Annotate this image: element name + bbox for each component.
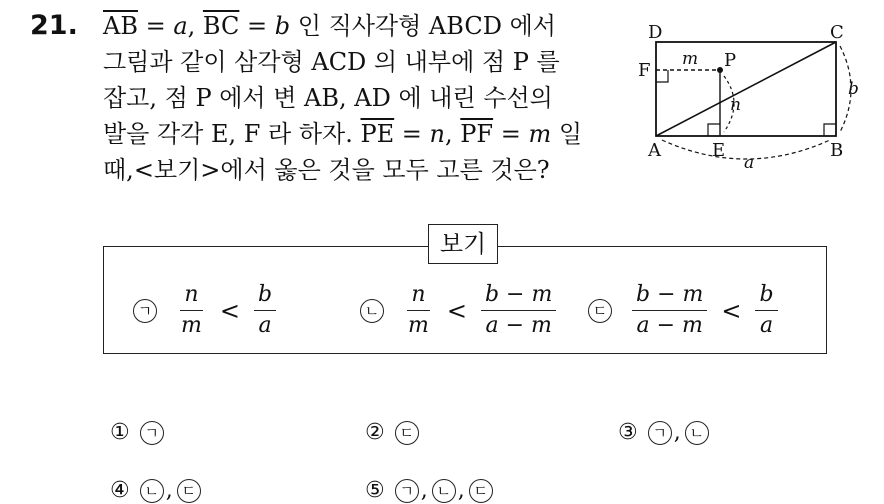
marker-digeut: ㄷ — [177, 479, 201, 503]
segment-pe: $\overline{PE}$ — [360, 120, 395, 148]
numerator: n — [407, 282, 429, 311]
equals: = — [493, 120, 529, 148]
label-a: A — [648, 140, 661, 161]
var-b: b — [274, 12, 291, 40]
marker-nieun: ㄴ — [360, 299, 384, 323]
comma: , — [445, 120, 461, 148]
stem-text: 일 — [551, 120, 583, 148]
denominator: a − m — [485, 313, 552, 338]
marker-digeut: ㄷ — [469, 479, 493, 503]
segment-bc: $\overline{BC}$ — [202, 12, 240, 40]
marker-giyeok: ㄱ — [648, 421, 672, 445]
label-c: C — [830, 22, 844, 43]
bogi-title: 보기 — [428, 224, 498, 264]
equals: = — [239, 12, 275, 40]
stem-line-5: 때,<보기>에서 옳은 것을 모두 고른 것은? — [103, 156, 550, 184]
question-number: 21. — [30, 10, 78, 41]
numerator: b — [254, 282, 276, 311]
point-p — [717, 67, 723, 73]
choice-2[interactable] — [365, 420, 419, 445]
stem-text: 인 직사각형 ABCD 에서 — [290, 12, 556, 40]
fraction-rhs — [254, 282, 276, 339]
choice-number: ⑤ — [365, 478, 385, 503]
label-e: E — [712, 140, 726, 161]
marker-digeut: ㄷ — [588, 299, 612, 323]
denominator: m — [181, 313, 202, 338]
marker-nieun: ㄴ — [140, 479, 164, 503]
less-than: < — [446, 296, 467, 325]
segment-pf: $\overline{PF}$ — [460, 120, 494, 148]
marker-giyeok: ㄱ — [133, 299, 157, 323]
denominator: a − m — [636, 313, 703, 338]
choice-1[interactable] — [110, 420, 164, 445]
label-b: B — [830, 140, 844, 161]
choice-number: ① — [110, 420, 130, 445]
marker-digeut: ㄷ — [395, 421, 419, 445]
choice-number: ③ — [618, 420, 638, 445]
marker-nieun: ㄴ — [685, 421, 709, 445]
choice-number: ② — [365, 420, 385, 445]
equals: = — [137, 12, 174, 40]
stem-line-3: 잡고, 점 P 에서 변 AB, AD 에 내린 수선의 — [103, 84, 553, 112]
var-n: n — [429, 120, 446, 148]
label-f: F — [638, 60, 651, 81]
var-m: m — [528, 120, 552, 148]
comma: , — [457, 478, 465, 503]
comma: , — [673, 420, 681, 445]
denominator: m — [408, 313, 429, 338]
bogi-item-3 — [588, 282, 784, 339]
less-than: < — [219, 296, 240, 325]
denominator: a — [759, 313, 774, 338]
right-angle-f — [656, 70, 668, 82]
label-side-b: b — [848, 79, 859, 99]
numerator: n — [180, 282, 202, 311]
marker-nieun: ㄴ — [432, 479, 456, 503]
numerator: b − m — [632, 282, 707, 311]
stem-line-1 — [103, 8, 623, 44]
denominator: a — [258, 313, 272, 338]
stem-line-2: 그림과 같이 삼각형 ACD 의 내부에 점 P 를 — [103, 48, 560, 76]
choice-4[interactable] — [110, 478, 201, 503]
label-p: P — [724, 50, 737, 71]
choice-5[interactable] — [365, 478, 493, 503]
less-than: < — [721, 296, 742, 325]
fraction-rhs — [755, 282, 777, 339]
bogi-item-1 — [133, 282, 282, 339]
fraction-lhs — [632, 282, 707, 339]
numerator: b − m — [481, 282, 556, 311]
fraction-lhs — [177, 282, 206, 339]
fraction-lhs — [404, 282, 433, 339]
segment-ab: $\overline{AB}$ — [103, 12, 138, 40]
rectangle-figure — [632, 18, 872, 182]
var-a: a — [173, 12, 188, 40]
numerator: b — [755, 282, 777, 311]
choice-3[interactable] — [618, 420, 709, 445]
marker-giyeok: ㄱ — [140, 421, 164, 445]
stem-line-4 — [103, 116, 623, 152]
equals: = — [394, 120, 430, 148]
comma: , — [420, 478, 428, 503]
stem-text: 발을 각각 E, F 라 하자. — [103, 120, 361, 148]
bogi-item-2 — [360, 282, 562, 339]
question-stem — [103, 8, 623, 188]
comma: , — [187, 12, 203, 40]
right-angle-e — [708, 124, 720, 136]
label-side-a: a — [744, 153, 755, 173]
fraction-rhs — [481, 282, 556, 339]
label-n: n — [730, 95, 741, 115]
comma: , — [165, 478, 173, 503]
geometry-diagram — [632, 18, 872, 178]
right-angle-b — [824, 124, 836, 136]
choice-number: ④ — [110, 478, 130, 503]
label-m: m — [682, 49, 699, 69]
label-d: D — [648, 22, 663, 43]
marker-giyeok: ㄱ — [395, 479, 419, 503]
